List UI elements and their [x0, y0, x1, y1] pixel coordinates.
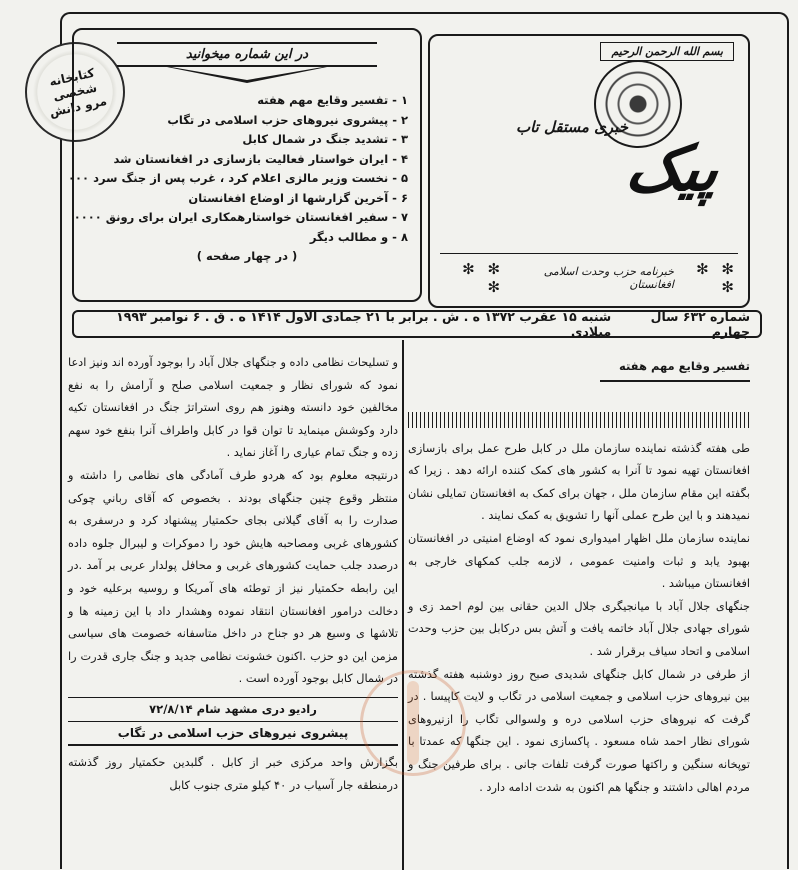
issue-number: شماره ۶۳۲ سال چهارم: [650, 309, 750, 339]
contents-item: ۲ - پیشروی نیروهای حزب اسلامی در تگاب: [167, 112, 408, 127]
masthead-title: پیک: [621, 132, 724, 205]
story-heading: پیشروی نیروهای حزب اسلامی در تگاب: [68, 722, 398, 747]
right-paragraph: نماینده سازمان ملل اظهار امیدواری نمود که اوضاع امنیتی در افغانستان بهبود یابد و ثبات وامنیت عمومی ، لازمه جلب کمکهای خارجی به افغانستان میباشد .: [408, 531, 750, 591]
contents-heading: در این شماره میخوانید: [117, 42, 377, 67]
contents-item: ۷ - سفیر افغانستان خواستارهمکاری ایران برای رونق ۰۰۰۰: [73, 210, 408, 224]
dateline: [72, 310, 762, 338]
contents-item: ۸ - و مطالب دیگر: [309, 229, 408, 244]
title-underline: [600, 380, 750, 382]
library-stamp-text: کتابخانه شخصی مرو دانش: [47, 65, 108, 120]
left-column: [68, 352, 398, 797]
story-text: بگزارش واحد مرکزی خبر از کابل . گلبدین حکمتیار روز گذشته درمنطقه جار آسیاب در ۴۰ کیلو متری جنوب کابل: [68, 756, 398, 792]
masthead-tagline-row: [440, 253, 738, 296]
left-paragraph: درنتیجه معلوم بود که هردو طرف آمادگی های نظامی را داشته و منتظر وقوع چنین جنگهای بودند . بخصوص که آقای رباني چوکی صدارت را به آقای گیلانی بجای حکمتیار پیشنهاد کرد و درسفری به کشورهای غربی ومصاحبه هایش خود را دموکرات و لیبرال جلوه داده درصدد جلب حمایت کشورهای غربی و محافل پولدار عربی بر آمد .در این رابطه حکمتیار نیز از توطئه های آمریکا و روسیه برعلیه خود و دخالت درامور افغانستان انتقاد نموده وهشدار داد با این زمینه ها و تلاشها ی وسیع هر دو جناح در داخل متاسفانه خصومت های سیاسی مزمن این دو حزب .اکنون خشونت نظامی جدید و جنگ جاری قدرت را در شمال کابل بوجود آورده است .: [68, 468, 398, 686]
contents-item: ۴ - ایران خواستار فعالیت بازسازی در افغانستان شد: [113, 151, 408, 166]
basmala: بسم الله الرحمن الرحیم: [600, 42, 734, 61]
contents-box: [68, 28, 422, 302]
contents-item: ۶ - آخرین گزارشها از اوضاع افغانستان: [188, 190, 408, 205]
contents-list: [68, 91, 408, 247]
contents-item: ۱ - تفسیر وقایع مهم هفته: [257, 93, 408, 107]
right-paragraph: از طرفی در شمال کابل جنگهای شدیدی صبح روز دوشنبه هفته گذشته بین نیروهای حزب اسلامی و جمعیت اسلامی در تگاب و لایت کاپیسا . در گرفت که نیروهای حزب اسلامی دره و ولسوالی تگاب را ازنیروهای شورای نظار احمد شاه مسعود . پاکسازی نمود . این جنگها که عمدتا با توپخانه سنگین و راکتها صورت گرفت تلفات جانی . برای طرفین جنگ و مردم اهالی داشتند و جنگها هم اکنون به شدت ادامه دارد .: [408, 667, 750, 794]
hatch-divider: [408, 412, 750, 428]
masthead-subtitle: خبری مستقل تاب: [515, 118, 628, 136]
right-paragraph: طی هفته گذشته نماینده سازمان ملل در کابل طرح عمل برای بازسازی افغانستان تهیه نمود تا آنرا به کشور های کمک کننده ارائه دهد . زیرا که بگفته این مقام سازمان ملل ، جهان برای کمک به افغانستان تمایلی نشان نمیدهند و با این طرح عملی آنها را تشویق به کمک نمایند .: [408, 441, 750, 523]
column-divider: [402, 340, 404, 870]
masthead: [428, 34, 750, 308]
stars-right-icon: ✻ ✻ ✻: [696, 260, 738, 296]
watermark-icon: [360, 670, 466, 776]
stars-left-icon: ✻ ✻ ✻: [462, 260, 505, 296]
contents-footnote: ( در چهار صفحه ): [196, 249, 298, 263]
right-column-title: تفسیر وقایع مهم هفته: [619, 359, 750, 373]
left-paragraph: و تسلیحات نظامی داده و جنگهای جلال آباد را بوجود آورده اند ونیز ادعا نمود که شورای نظار و جمعیت اسلامی صلح و آرامش را به نفع مخالفین خود دانسته وهنوز هم روی استراتژ جنگ در افغانستان تکیه دارد وکوشش مینماید تا توان قوا در کابل واطراف آنرا بنفع خود سهم زده و جنگ تمام عیاری را آغاز نماید .: [68, 356, 398, 460]
contents-arrow-icon: [167, 67, 327, 83]
right-paragraph: جنگهای جلال آباد با میانجیگری جلال الدین حقانی بین لوم احمد زی و شورای جهادی جلال آباد خاتمه یافت و آتش بس درکابل بین حزب وحدت اسلامی و اتحاد سیاف برقرار شد .: [408, 599, 750, 658]
contents-item: ۵ - نخست وزیر مالزی اعلام کرد ، غرب پس از جنگ سرد ۰۰۰: [68, 171, 408, 185]
radio-heading: رادیو دری مشهد شام ۷۲/۸/۱۴: [68, 697, 398, 722]
contents-item: ۳ - تشدید جنگ در شمال کابل: [242, 132, 408, 146]
masthead-tagline: خبرنامه حزب وحدت اسلامی افغانستان: [543, 265, 674, 291]
issue-date: شنبه ۱۵ عقرب ۱۳۷۲ ه . ش . برابر با ۲۱ جمادی الاول ۱۴۱۴ ه . ق . ۶ نوامبر ۱۹۹۳ میلادی: [116, 309, 612, 339]
